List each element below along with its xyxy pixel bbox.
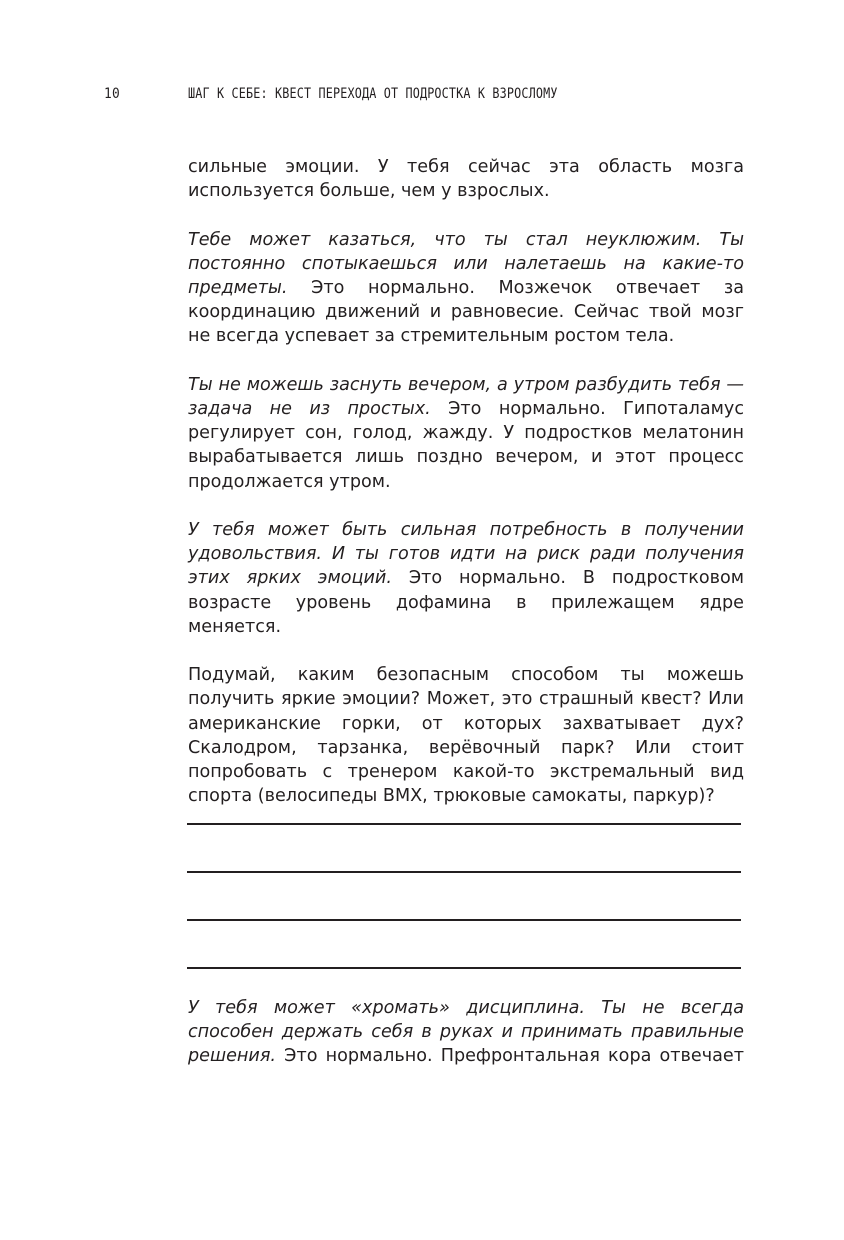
paragraph-pleasure (188, 518, 744, 639)
body-text (188, 155, 744, 833)
paragraph-sleep (188, 373, 744, 494)
body-text-continued (188, 996, 744, 1069)
paragraph-italic-lead: У тебя может «хромать» дисциплина. Ты не всегда способен держать себя в руках и принимать правильные решения. (188, 998, 744, 1067)
paragraph-text: сильные эмоции. У тебя сейчас эта область мозга используется больше, чем у взрослых. (188, 157, 744, 202)
paragraph-text: Это нормально. В подростковом возрасте уровень дофамина в прилежащем ядре меняется. (188, 568, 744, 637)
page-number: 10 (104, 86, 120, 102)
paragraph-discipline (188, 996, 744, 1069)
answer-writing-lines (187, 823, 741, 1015)
writing-line (187, 919, 741, 921)
paragraph-text: Это нормально. Гипоталамус регулирует сон, голод, жажду. У подростков мелатонин вырабатывается лишь поздно вечером, и этот процесс продолжается утром. (188, 399, 745, 492)
paragraph-1 (188, 155, 744, 203)
paragraph-clumsiness (188, 228, 744, 349)
writing-line (187, 871, 741, 873)
paragraph-italic-lead: Ты не можешь заснуть вечером, а утром разбудить тебя — задача не из простых. (188, 374, 744, 419)
writing-line (187, 823, 741, 825)
paragraph-italic-lead: Тебе может казаться, что ты стал неуклюжим. Ты постоянно спотыкаешься или налетаешь на какие-то предметы. (188, 229, 744, 298)
book-title: ШАГ К СЕБЕ: КВЕСТ ПЕРЕХОДА ОТ ПОДРОСТКА К ВЗРОСЛОМУ (188, 86, 558, 102)
paragraph-question (188, 663, 744, 808)
paragraph-text: Это нормально. Мозжечок отвечает за координацию движений и равновесие. Сейчас твой мозг не всегда успевает за стремительным ростом тела. (188, 278, 744, 347)
paragraph-text: Это нормально. Префронтальная кора отвечает (276, 1046, 744, 1067)
writing-line (187, 967, 741, 969)
paragraph-italic-lead: У тебя может быть сильная потребность в получении удовольствия. И ты готов идти на риск ради получения этих ярких эмоций. (188, 520, 744, 589)
paragraph-text: Подумай, каким безопасным способом ты можешь получить яркие эмоции? Может, это страшный квест? Или американские горки, от которых захватывает дух? Скалодром, тарзанка, верёвочный парк? Или стоит попробовать с тренером какой-то экстремальный вид спорта (велосипеды BMX, трюковые самокаты, паркур)? (188, 665, 744, 807)
running-head (0, 86, 844, 106)
